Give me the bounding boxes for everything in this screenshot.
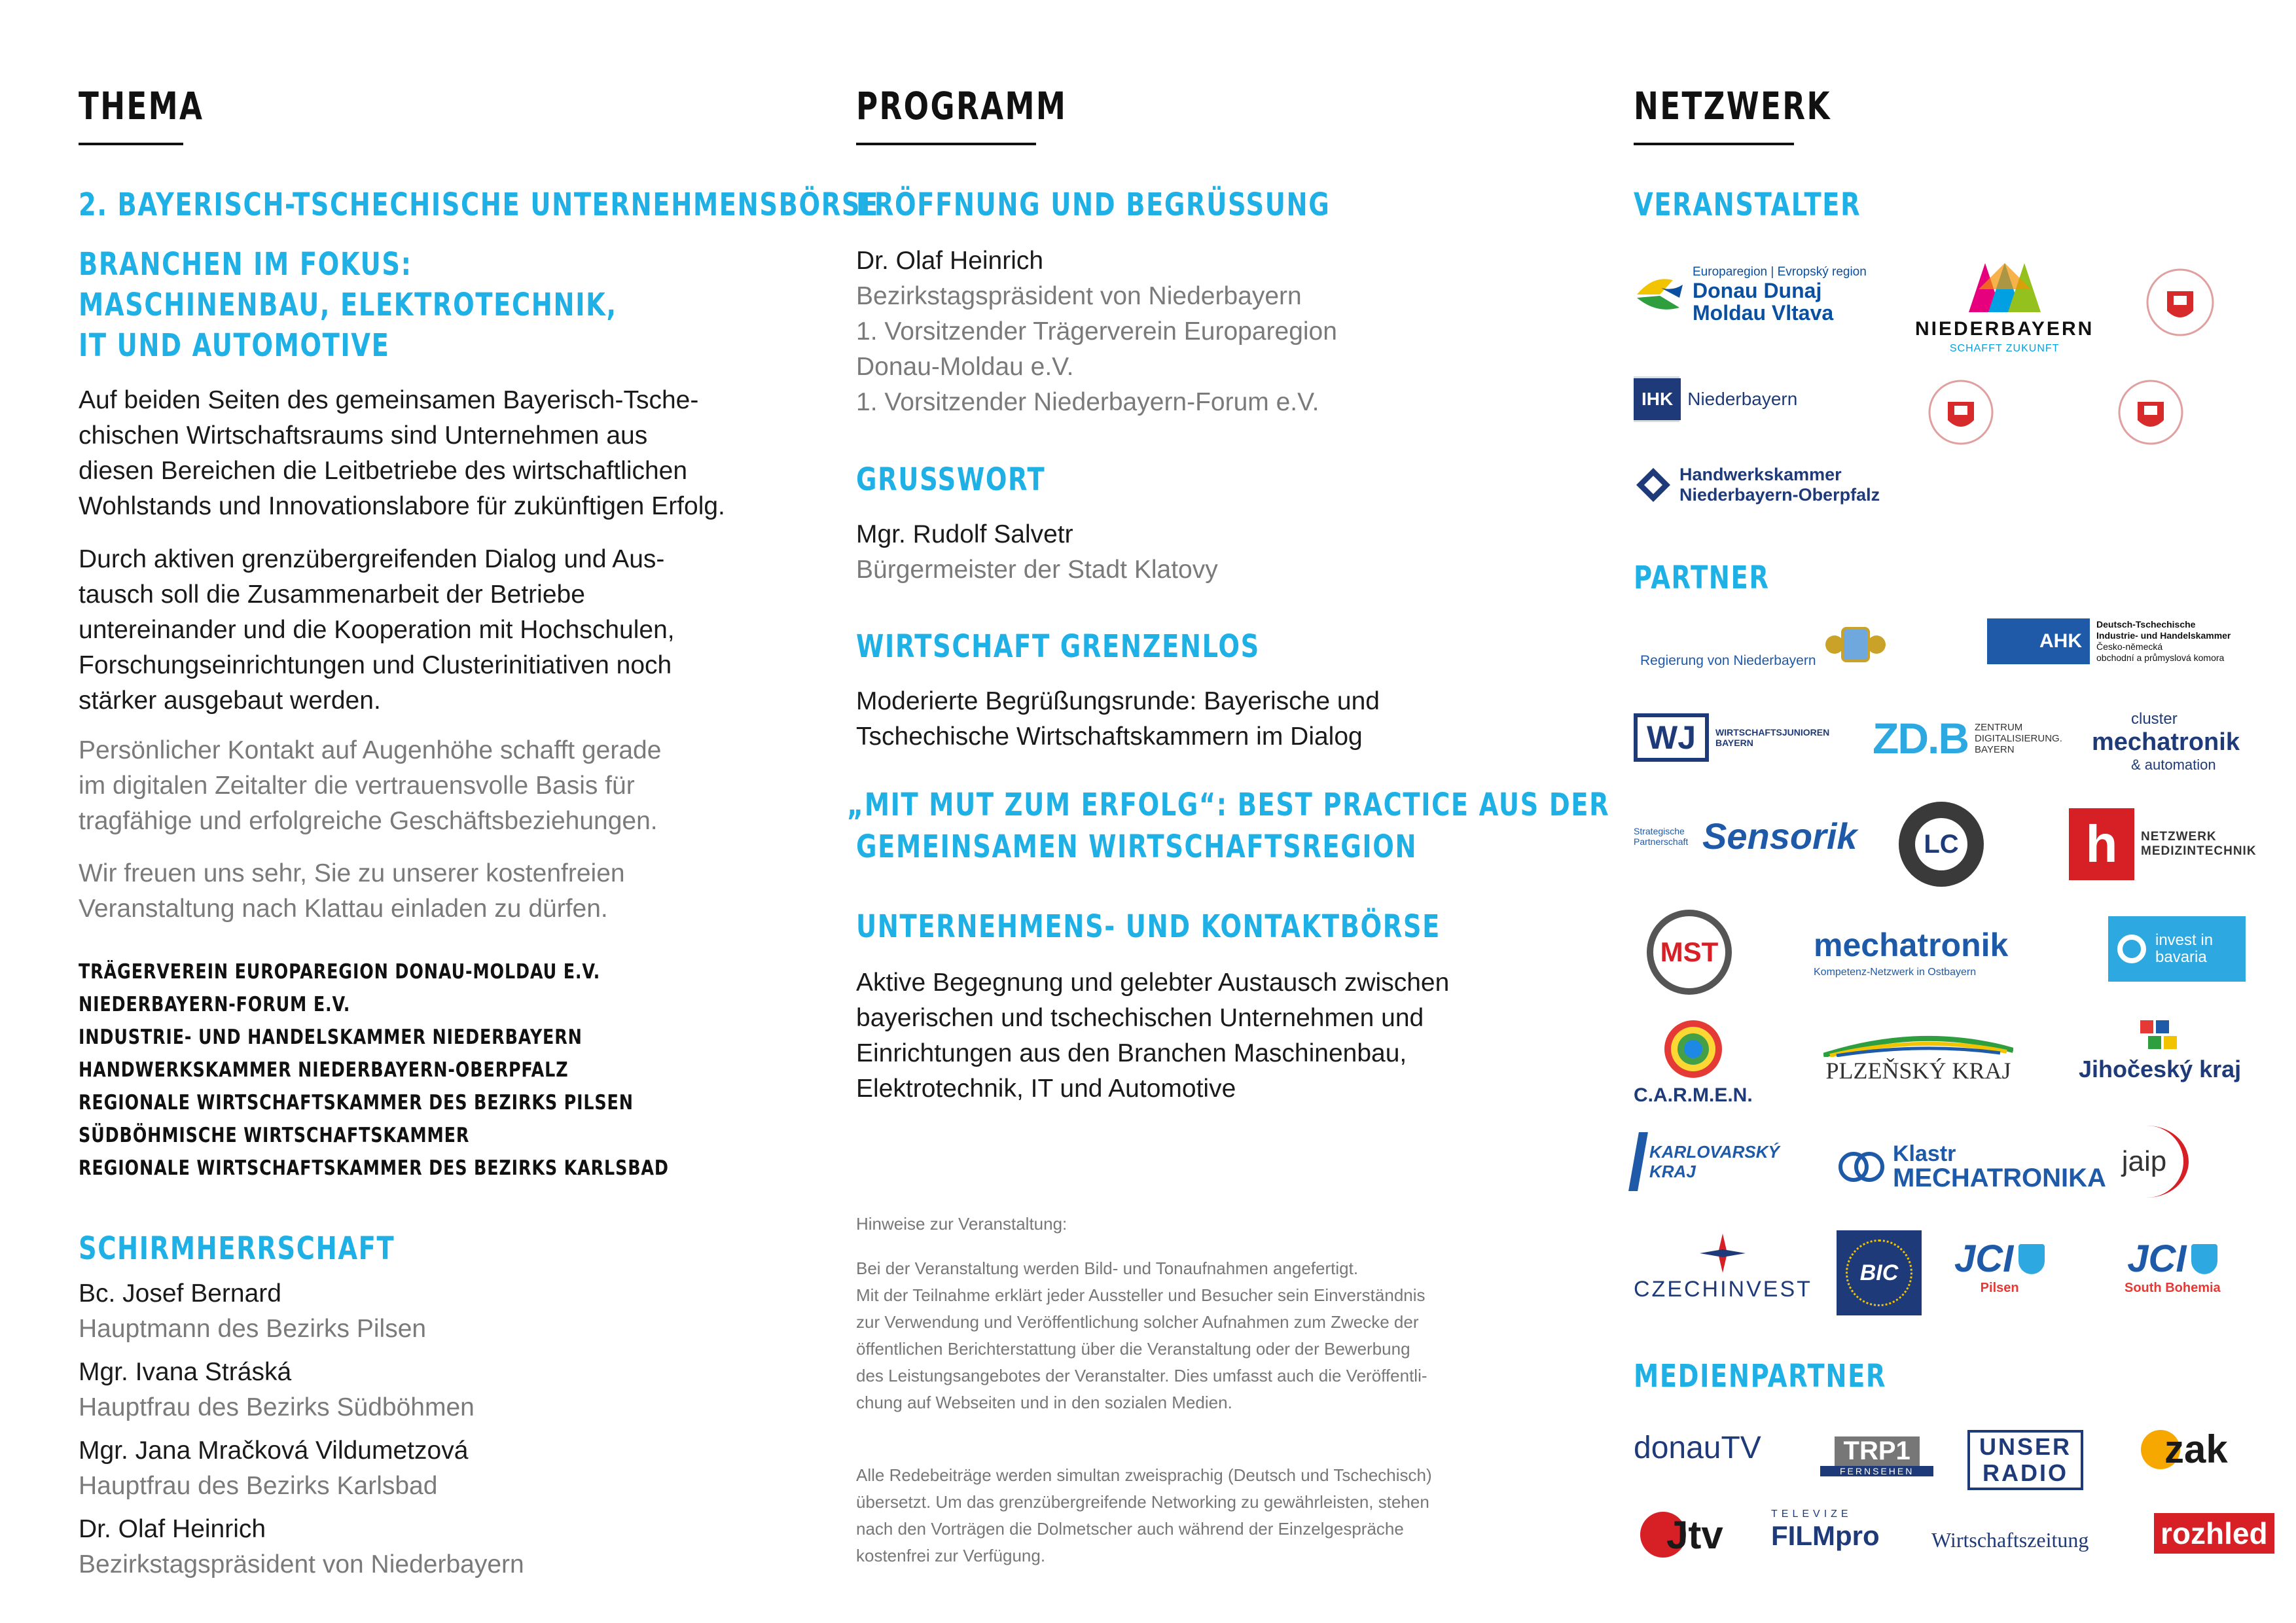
heading-thema: THEMA [79,84,204,128]
logo-invest-in-bavaria: invest in bavaria [2108,916,2246,982]
heading-rule [1634,143,1794,145]
focus-line-1: BRANCHEN IM FOKUS: [79,246,412,283]
patron-name: Bc. Josef Bernard [79,1279,281,1308]
logo-mst-cluster: MST [1647,910,1732,995]
logo-zdb: ZD.B ZENTRUM DIGITALISIERUNG. BAYERN [1873,714,2062,762]
notes-heading: Hinweise zur Veranstaltung: [856,1214,1067,1234]
logo-cluster-mechatronik: cluster mechatronik & automation [2092,710,2240,773]
niederbayern-icon [1962,257,2047,315]
patron-role: Hauptmann des Bezirks Pilsen [79,1315,427,1343]
organizer-item: TRÄGERVEREIN EUROPAREGION DONAU-MOLDAU E.V. [79,960,601,984]
logo-filmpro: TELEVIZE FILMpro [1771,1508,1880,1551]
medienpartner-heading: MEDIENPARTNER [1634,1358,1887,1395]
organizer-item: REGIONALE WIRTSCHAFTSKAMMER DES BEZIRKS PILSEN [79,1091,634,1115]
logo-jci-south-bohemia: JCI South Bohemia [2125,1238,2221,1295]
session-5-title: UNTERNEHMENS- UND KONTAKTBÖRSE [856,908,1441,945]
session-1-speaker: Dr. Olaf Heinrich Bezirkstagspräsident von Niederbayern 1. Vorsitzender Trägerverein Europaregion Donau-Moldau e.V. 1. Vorsitzender Niederbayern-Forum e.V. [856,247,1337,416]
session-4-title-line-2: GEMEINSAMEN WIRTSCHAFTSREGION [856,829,1418,865]
logo-netzwerk-medizintechnik: h NETZWERK MEDIZINTECHNIK [2069,808,2252,880]
session-3-title: WIRTSCHAFT GRENZENLOS [856,628,1260,665]
patronage-heading: SCHIRMHERRSCHAFT [79,1230,395,1267]
logo-unser-radio: UNSER RADIO [1967,1430,2083,1490]
logo-mechatronik-ostbayern: mechatronik Kompetenz-Netzwerk in Ostbayern [1814,927,2009,978]
logo-rozhled: rozhled [2154,1513,2274,1554]
chamber-seal-icon [2111,373,2190,452]
session-4-title-line-1: „MIT MUT ZUM ERFOLG“: BEST PRACTICE AUS DER [847,787,1610,823]
heading-rule [79,143,183,145]
czechinvest-icon [1700,1234,1746,1273]
logo-europaregion: Europaregion | Evropský region Donau Dunaj Moldau Vltava [1634,265,1867,324]
chamber-seal-icon [2138,262,2223,347]
intro-paragraph-3: Persönlicher Kontakt auf Augenhöhe schafft gerade im digitalen Zeitalter die vertrauensvolle Basis für tragfähige und erfolgreiche Geschäftsbeziehungen. [79,736,662,835]
session-1-title: ERÖFFNUNG UND BEGRÜSSUNG [856,187,1331,223]
patron-role: Bezirkstagspräsident von Niederbayern [79,1550,524,1578]
bavarian-coat-of-arms-icon [1823,618,1888,671]
klastr-icon [1837,1142,1886,1192]
heading-netzwerk: NETZWERK [1634,84,1831,128]
session-3-text: Moderierte Begrüßungsrunde: Bayerische und Tschechische Wirtschaftskammern im Dialog [856,687,1380,751]
logo-handwerkskammer: Handwerkskammer Niederbayern-Oberpfalz [1634,465,1880,505]
logo-bic-plzen: BIC [1837,1230,1922,1315]
focus-line-2: MASCHINENBAU, ELEKTROTECHNIK, [79,287,617,323]
veranstalter-heading: VERANSTALTER [1634,187,1861,223]
session-2-title: GRUSSWORT [856,461,1046,498]
logo-donau-tv: donauTV [1634,1431,1761,1465]
organizer-list [79,955,669,1185]
logo-niederbayern: NIEDERBAYERN SCHAFFT ZUKUNFT [1915,257,2094,355]
logo-leichtbau-cluster: LC [1899,802,1984,887]
organizer-item: INDUSTRIE- UND HANDELSKAMMER NIEDERBAYERN [79,1026,583,1049]
notes-paragraph-1: Bei der Veranstaltung werden Bild- und Tonaufnahmen angefertigt. Mit der Teilnahme erklärt jeder Aussteller und Besucher sein Einverständnis zur Verwendung und Veröffentlichung solcher Aufnahmen zum Zwecke der öffentlichen Berichterstattung über die Veranstaltung oder der Bewerbung des Leistungsangebotes der Veranstalter. Dies umfasst auch die Veröffentli- chung auf Webseiten und in den sozialen Medien. [856,1258,1427,1412]
organizer-item: NIEDERBAYERN-FORUM E.V. [79,993,351,1016]
logo-jci-pilsen: JCI Pilsen [1954,1237,2045,1296]
logo-ahk: AHK Deutsch-Tschechische Industrie- und Handelskammer Česko-německá obchodní a průmyslová komora [1987,618,2231,664]
intro-paragraph-1: Auf beiden Seiten des gemeinsamen Bayerisch-Tsche- chischen Wirtschaftsraums sind Unternehmen aus diesen Bereichen die Leitbetriebe des wirtschaftlichen Wohlstands und Innovationslabore für zukünftigen Erfolg. [79,386,725,520]
partner-heading: PARTNER [1634,560,1770,596]
logo-carmen: C.A.R.M.E.N. [1634,1018,1753,1107]
logo-trp1: TRP1 FERNSEHEN [1820,1436,1933,1476]
notes-paragraph-2: Alle Redebeiträge werden simultan zweisprachig (Deutsch und Tschechisch) übersetzt. Um das grenzübergreifende Networking zu gewährleisten, stehen nach den Vorträgen die Dolmetscher auch während der Einzelgespräche kostenfrei zur Verfügung. [856,1465,1432,1565]
patron-list [79,1276,524,1582]
logo-jihocesky-kraj: Jihočeský kraj [2079,1018,2241,1083]
heading-programm: PROGRAMM [856,84,1067,128]
logo-zak: zak [2141,1427,2228,1472]
intro-paragraph-4: Wir freuen uns sehr, Sie zu unserer kostenfreien Veranstaltung nach Klattau einladen zu dürfen. [79,859,625,923]
focus-line-3: IT UND AUTOMOTIVE [79,327,390,364]
heading-rule [856,143,1036,145]
logo-jaip: jaip [2105,1126,2189,1198]
logo-karlovarsky-kraj: KARLOVARSKÝ KRAJ [1634,1132,1787,1191]
patron-name: Dr. Olaf Heinrich [79,1515,266,1543]
logo-ihk: IHK Niederbayern [1634,376,1797,422]
session-2-speaker: Mgr. Rudolf Salvetr Bürgermeister der Stadt Klatovy [856,520,1218,584]
patron-name: Mgr. Ivana Stráská [79,1358,292,1386]
hwk-icon [1634,465,1673,505]
patron-name: Mgr. Jana Mračková Vildumetzová [79,1436,469,1465]
logo-czechinvest: CZECHINVEST [1634,1234,1812,1302]
session-5-text: Aktive Begegnung und gelebter Austausch zwischen bayerischen und tschechischen Unternehmen und Einrichtungen aus den Branchen Maschinenbau, Elektrotechnik, IT und Automotive [856,969,1450,1103]
organizer-item: SÜDBÖHMISCHE WIRTSCHAFTSKAMMER [79,1124,470,1147]
organizer-item: REGIONALE WIRTSCHAFTSKAMMER DES BEZIRKS KARLSBAD [79,1156,669,1180]
europaregion-icon [1634,268,1686,321]
jihocesky-icon [2134,1018,2186,1054]
logo-wirtschaftsjunioren: WJ WIRTSCHAFTSJUNIOREN BAYERN [1634,713,1827,762]
logo-klastr-mechatronika: Klastr MECHATRONIKA [1837,1142,2106,1192]
event-title: 2. BAYERISCH-TSCHECHISCHE UNTERNEHMENSBÖRSE [79,187,879,223]
patron-role: Hauptfrau des Bezirks Karlsbad [79,1472,438,1500]
organizer-item: HANDWERKSKAMMER NIEDERBAYERN-OBERPFALZ [79,1058,569,1082]
logo-wirtschaftszeitung: Wirtschaftszeitung [1931,1528,2089,1552]
logo-regierung-niederbayern: Regierung von Niederbayern [1640,618,1888,671]
carmen-icon [1662,1018,1725,1080]
patron-role: Hauptfrau des Bezirks Südböhmen [79,1393,475,1421]
logo-j-tv: Jtv [1640,1512,1723,1558]
logo-plzensky-kraj: PLZEŇSKÝ KRAJ [1823,1031,2013,1084]
intro-paragraph-2: Durch aktiven grenzübergreifenden Dialog und Aus- tausch soll die Zusammenarbeit der Betriebe untereinander und die Kooperation mit Hochschulen, Forschungseinrichtungen und Clusterinitiativen noch stärker ausgebaut werden. [79,545,675,715]
logo-sensorik: Strategische Partnerschaft Sensorik [1634,815,1857,857]
plzen-swoosh-icon [1823,1031,2013,1057]
chamber-seal-icon [1922,373,2000,452]
